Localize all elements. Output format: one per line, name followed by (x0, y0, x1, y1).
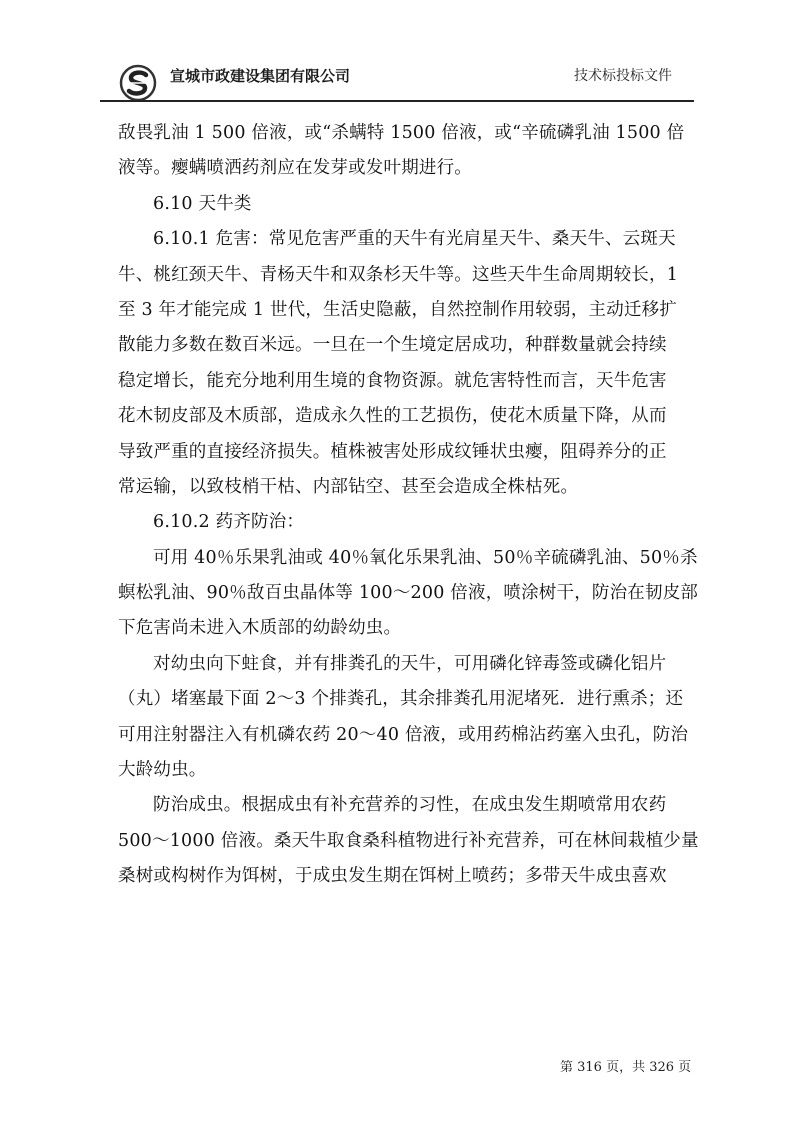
text-line: 敌畏乳油 1 500 倍液，或“杀螨特 1500 倍液，或“辛硫磷乳油 1500 倍 (118, 123, 685, 143)
page-header (100, 55, 700, 105)
text-line: 防治成虫。根据成虫有补充营养的习性，在成虫发生期喷常用农药 (153, 795, 667, 816)
text-line: 可用 40％乐果乳油或 40％氧化乐果乳油、50％辛硫磷乳油、50％杀 (153, 547, 698, 568)
text-line: 导致严重的直接经济损失。植株被害处形成纹锤状虫瘿，阻碍养分的正 (118, 441, 667, 462)
text-line: 常运输，以致枝梢干枯、内部钻空、甚至会造成全株枯死。 (118, 476, 579, 497)
text-line: 螟松乳油、90％敌百虫晶体等 100～200 倍液，喷涂树干，防治在韧皮部 (118, 583, 699, 604)
text-line: 至 3 年才能完成 1 世代，生活史隐蔽，自然控制作用较弱，主动迁移扩 (118, 299, 678, 320)
text-line: 500～1000 倍液。桑天牛取食桑科植物进行补充营养，可在林间栽植少量 (118, 830, 699, 851)
text-line: 稳定增长，能充分地利用生境的食物资源。就危害特性而言，天牛危害 (118, 370, 667, 391)
text-line: 对幼虫向下蛀食，并有排粪孔的天牛，可用磷化锌毒签或磷化铝片 (153, 653, 667, 674)
company-logo-icon (118, 63, 158, 103)
header-rule (100, 100, 694, 102)
text-line: 散能力多数在数百米远。一旦在一个生境定居成功，种群数量就会持续 (118, 335, 667, 356)
text-line: 液等。瘿螨喷洒药剂应在发芽或发叶期进行。 (118, 158, 472, 179)
section-heading: 6.10 天牛类 (153, 193, 252, 214)
text-line: （丸）堵塞最下面 2～3 个排粪孔，其余排粪孔用泥堵死．进行熏杀；还 (118, 689, 684, 710)
text-line: 花木韧皮部及木质部，造成永久性的工艺损伤，使花木质量下降，从而 (118, 406, 667, 427)
text-line: 桑树或构树作为饵树，于成虫发生期在饵树上喷药；多带天牛成虫喜欢 (118, 866, 667, 887)
text-line: 6.10.1 危害：常见危害严重的天牛有光肩星天牛、桑天牛、云斑天 (153, 229, 676, 250)
text-line: 下危害尚未进入木质部的幼龄幼虫。 (118, 618, 402, 639)
text-line: 牛、桃红颈天牛、青杨天牛和双条杉天牛等。这些天牛生命周期较长，1 (118, 264, 679, 285)
document-type: 技术标投标文件 (574, 68, 672, 84)
page-number: 第 316 页，共 326 页 (560, 1060, 692, 1075)
company-name: 宣城市政建设集团有限公司 (170, 67, 351, 85)
text-line: 可用注射器注入有机磷农药 20～40 倍液，或用药棉沾药塞入虫孔，防治 (118, 724, 689, 745)
document-body (118, 116, 699, 895)
text-line: 大龄幼虫。 (118, 760, 207, 781)
subsection-heading: 6.10.2 药齐防治： (153, 512, 305, 533)
